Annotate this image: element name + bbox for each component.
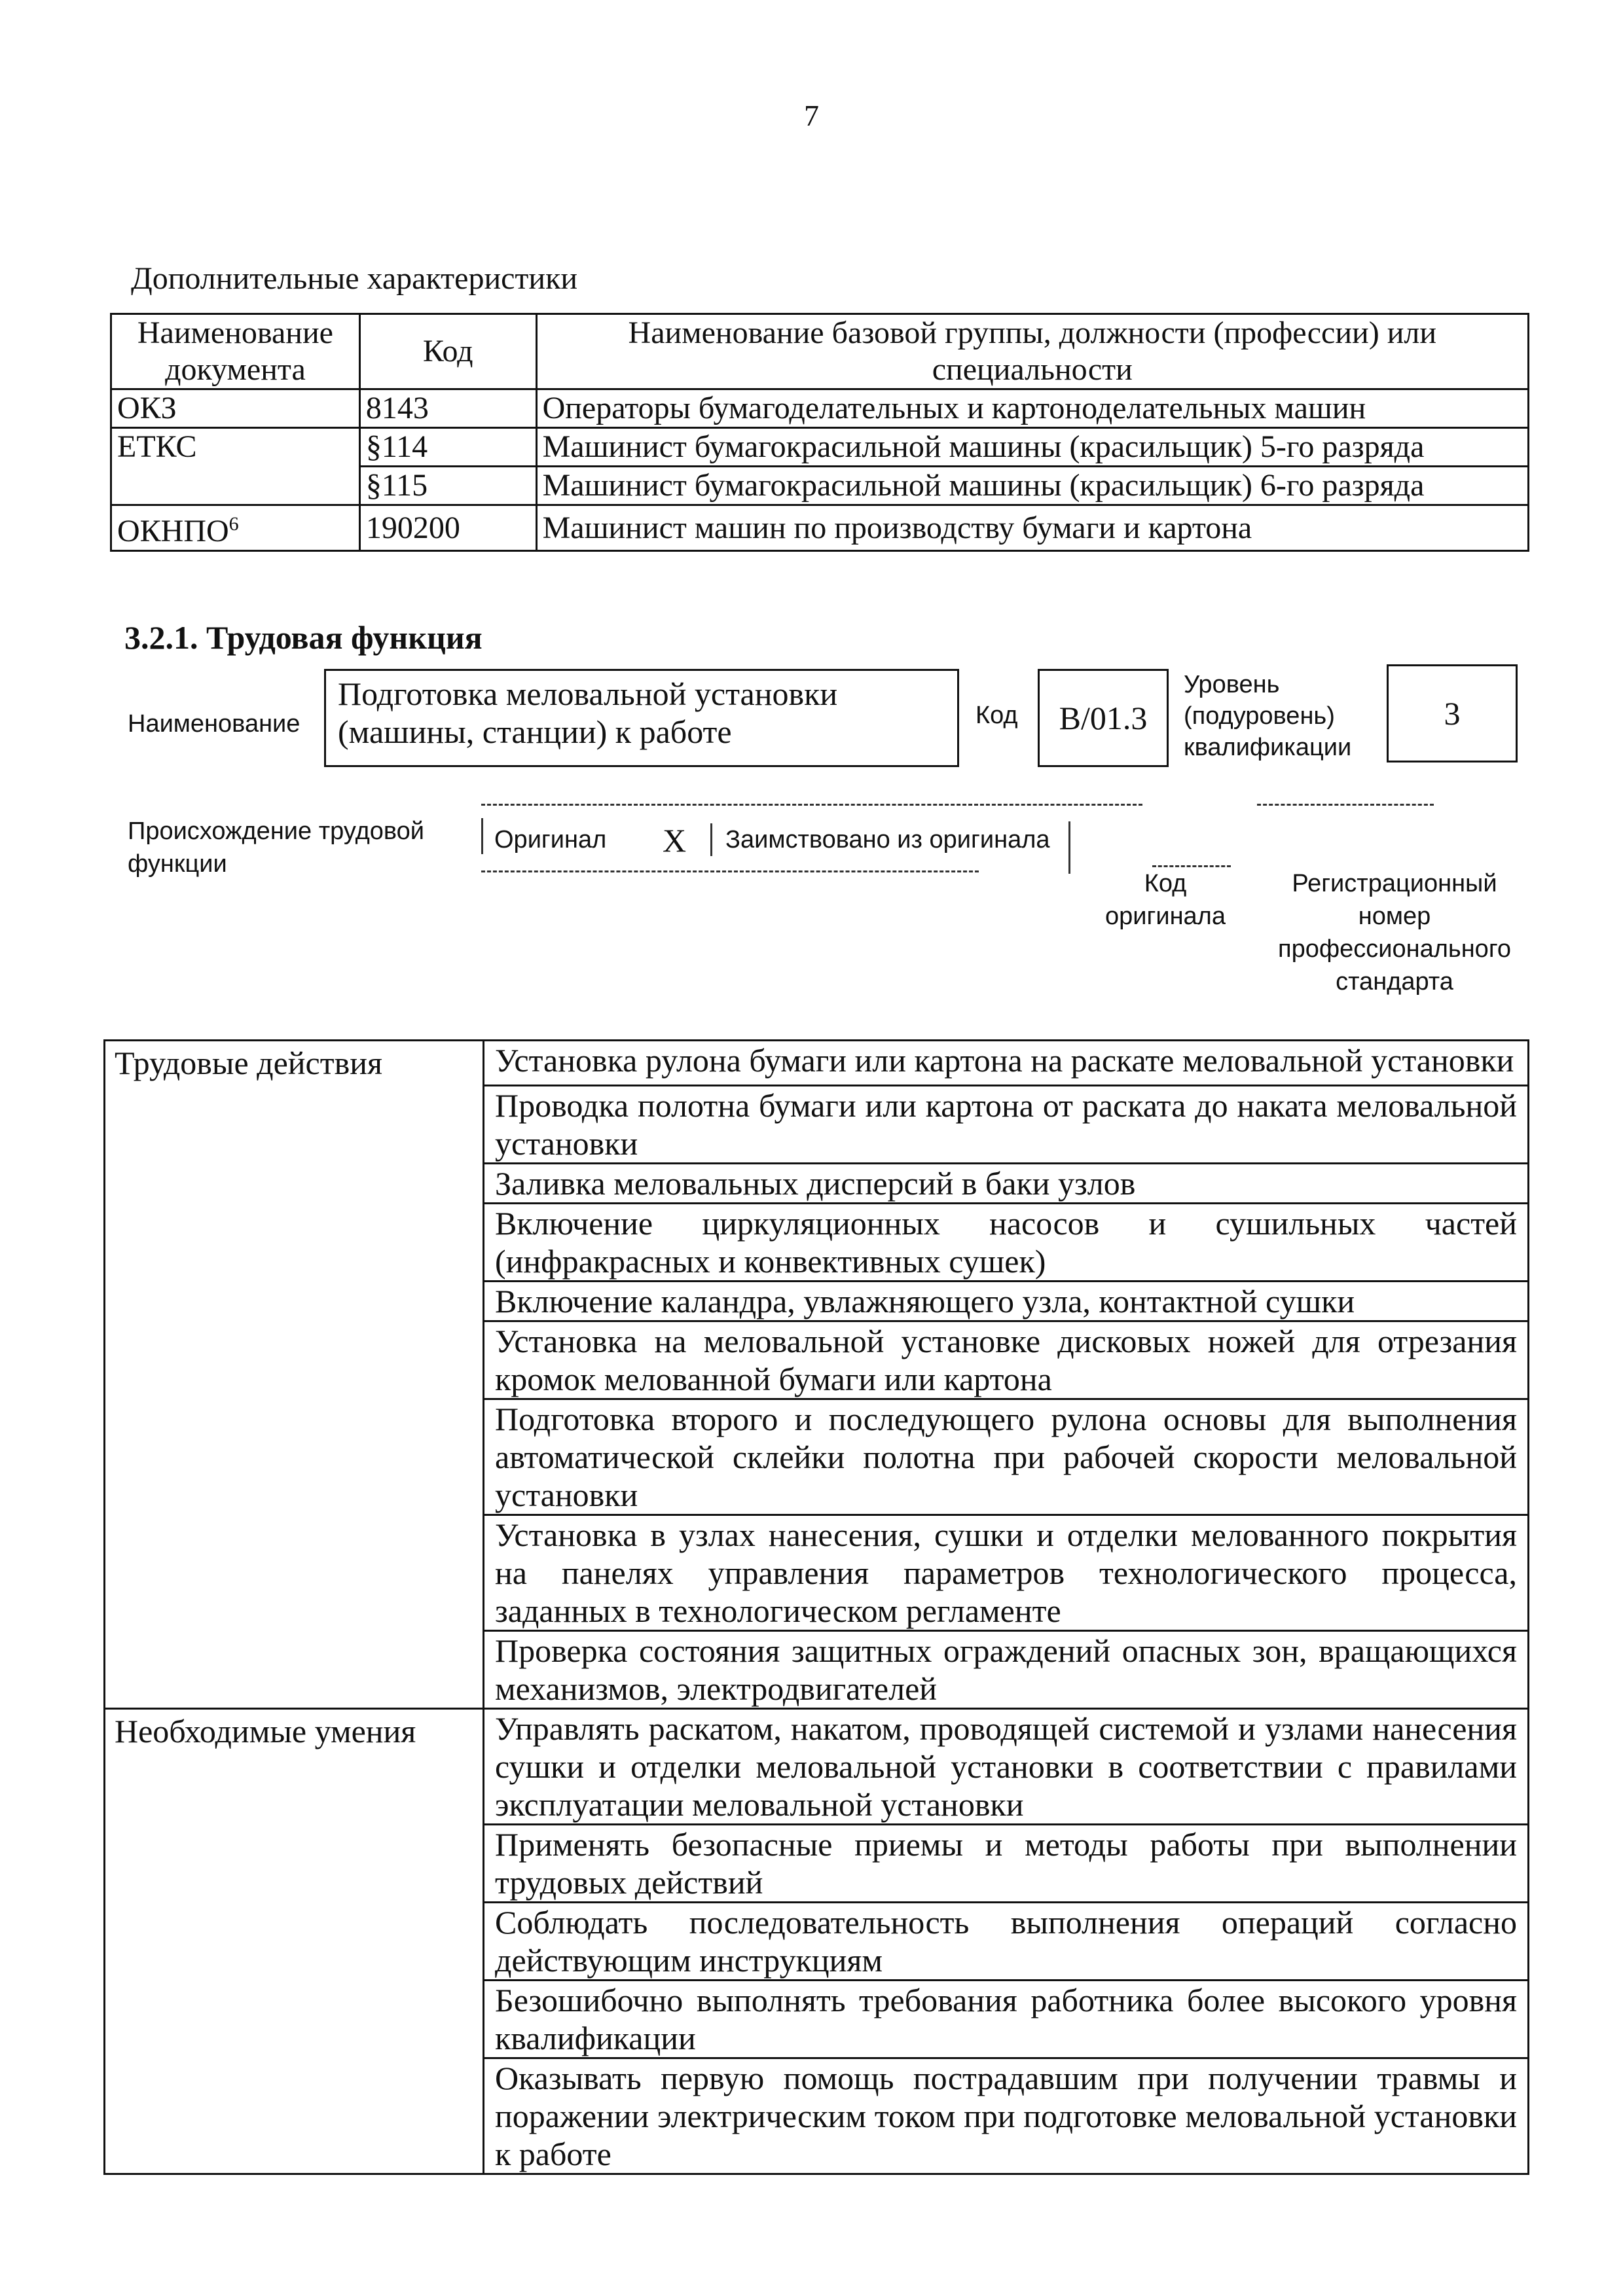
extra-characteristics-table — [110, 313, 1529, 552]
code-original-caption — [1074, 867, 1257, 933]
extra-characteristics-heading: Дополнительные характеристики — [131, 261, 578, 296]
label-cell-continued — [105, 2058, 484, 2174]
label-cell-continued — [105, 1321, 484, 1399]
level-label-line: (подуровень) — [1184, 702, 1335, 730]
skill-item: Безошибочно выполнять требования работника более высокого уровня квалификации — [484, 1981, 1529, 2058]
table-row — [105, 1282, 1529, 1321]
qualification-level-box — [1387, 664, 1518, 762]
action-item: Включение циркуляционных насосов и сушильных частей (инфракрасных и конвективных сушек) — [484, 1204, 1529, 1282]
function-code-box — [1038, 669, 1169, 767]
table-row — [111, 389, 1529, 428]
label-cell-continued — [105, 1825, 484, 1903]
function-details-table — [103, 1039, 1529, 2175]
caption-line: номер — [1358, 903, 1431, 930]
action-item: Установка рулона бумаги или картона на раскате меловальной установки — [484, 1041, 1529, 1086]
origin-label-line: Происхождение трудовой — [128, 817, 424, 845]
code-cell: §115 — [359, 467, 536, 505]
action-item: Установка на меловальной установке дисковых ножей для отрезания кромок мелованной бумаги или картона — [484, 1321, 1529, 1399]
label-cell-continued — [105, 1631, 484, 1709]
label-cell-continued — [105, 1282, 484, 1321]
doc-cell: ОКЗ — [111, 389, 360, 428]
action-item: Включение каландра, увлажняющего узла, контактной сушки — [484, 1282, 1529, 1321]
skill-item: Оказывать первую помощь пострадавшим при получении травмы и поражении электрическим током при подготовке меловальной установки к работе — [484, 2058, 1529, 2174]
name-cell: Машинист бумагокрасильной машины (красильщик) 6-го разряда — [536, 467, 1528, 505]
doc-cell — [111, 467, 360, 505]
table-row — [105, 1515, 1529, 1631]
code-cell: 8143 — [359, 389, 536, 428]
actions-label: Трудовые действия — [105, 1041, 484, 1086]
header-code: Код — [359, 314, 536, 389]
header-doc: Наименование документа — [111, 314, 360, 389]
skill-item: Управлять раскатом, накатом, проводящей системой и узлами нанесения сушки и отделки меловальной установки в соответствии с правилами эксплуатации меловальной установки — [484, 1709, 1529, 1825]
page-number: 7 — [804, 99, 819, 132]
caption-line: оригинала — [1104, 903, 1226, 930]
table-row — [105, 2058, 1529, 2174]
name-cell: Операторы бумагоделательных и картоноделательных машин — [536, 389, 1528, 428]
origin-top-line — [481, 804, 1142, 806]
skills-label: Необходимые умения — [105, 1709, 484, 1825]
action-item: Проверка состояния защитных ограждений опасных зон, вращающихся механизмов, электродвигателей — [484, 1631, 1529, 1709]
table-row — [105, 1825, 1529, 1903]
name-cell: Машинист бумагокрасильной машины (красильщик) 5-го разряда — [536, 428, 1528, 467]
table-row — [111, 505, 1529, 551]
skill-item: Применять безопасные приемы и методы работы при выполнении трудовых действий — [484, 1825, 1529, 1903]
origin-bottom-line — [481, 870, 979, 872]
label-cell-continued — [105, 1903, 484, 1981]
level-label-line: Уровень — [1184, 671, 1280, 698]
caption-line: стандарта — [1336, 968, 1453, 996]
origin-left-line — [481, 818, 483, 854]
table-row — [111, 467, 1529, 505]
table-row — [105, 1204, 1529, 1282]
code-cell: 190200 — [359, 505, 536, 551]
label-cell-continued — [105, 1981, 484, 2058]
origin-right-line — [1068, 821, 1070, 874]
footnote-mark: 6 — [228, 513, 239, 535]
caption-line: Код — [1144, 870, 1187, 897]
origin-divider — [710, 823, 712, 856]
doc-cell: ЕТКС — [111, 428, 360, 467]
doc-cell — [111, 505, 360, 551]
action-item: Заливка меловальных дисперсий в баки узлов — [484, 1164, 1529, 1204]
reg-top-line — [1257, 804, 1434, 806]
table-row — [105, 1709, 1529, 1825]
name-label: Наименование — [128, 710, 301, 738]
level-label-line: квалификации — [1184, 734, 1352, 761]
action-item: Проводка полотна бумаги или картона от раската до наката меловальной установки — [484, 1086, 1529, 1164]
skill-item: Соблюдать последовательность выполнения операций согласно действующим инструкциям — [484, 1903, 1529, 1981]
caption-line: Регистрационный — [1292, 870, 1497, 897]
label-cell-continued — [105, 1399, 484, 1515]
table-row — [105, 1631, 1529, 1709]
label-cell-continued — [105, 1204, 484, 1282]
origin-label-line: функции — [128, 850, 227, 878]
reg-number-caption — [1264, 867, 1525, 998]
label-cell-continued — [105, 1086, 484, 1164]
name-cell: Машинист машин по производству бумаги и картона — [536, 505, 1528, 551]
original-mark: X — [663, 822, 687, 859]
table-row — [105, 1086, 1529, 1164]
header-name: Наименование базовой группы, должности (профессии) или специальности — [536, 314, 1528, 389]
table-row — [105, 1981, 1529, 2058]
table-row — [105, 1903, 1529, 1981]
label-cell-continued — [105, 1164, 484, 1204]
original-label: Оригинал — [494, 826, 607, 853]
table-header-row — [111, 314, 1529, 389]
code-label: Код — [976, 702, 1018, 729]
table-row — [105, 1321, 1529, 1399]
doc-name: ОКНПО — [117, 514, 229, 548]
table-row — [105, 1164, 1529, 1204]
table-row — [105, 1041, 1529, 1086]
action-item: Подготовка второго и последующего рулона основы для выполнения автоматической склейки полотна при рабочей скорости меловальной установки — [484, 1399, 1529, 1515]
function-code: B/01.3 — [1059, 700, 1148, 736]
borrowed-label: Заимствовано из оригинала — [725, 826, 1050, 853]
action-item: Установка в узлах нанесения, сушки и отделки мелованного покрытия на панелях управления параметров технологического процесса, заданных в технологическом регламенте — [484, 1515, 1529, 1631]
origin-label — [128, 815, 424, 880]
label-cell-continued — [105, 1515, 484, 1631]
code-cell: §114 — [359, 428, 536, 467]
function-name-box: Подготовка меловальной установки (машины, станции) к работе — [324, 669, 959, 767]
qualification-level: 3 — [1444, 695, 1461, 732]
level-label — [1184, 669, 1351, 763]
caption-line: профессионального — [1278, 935, 1511, 963]
table-row — [111, 428, 1529, 467]
table-row — [105, 1399, 1529, 1515]
section-heading: 3.2.1. Трудовая функция — [124, 619, 483, 656]
